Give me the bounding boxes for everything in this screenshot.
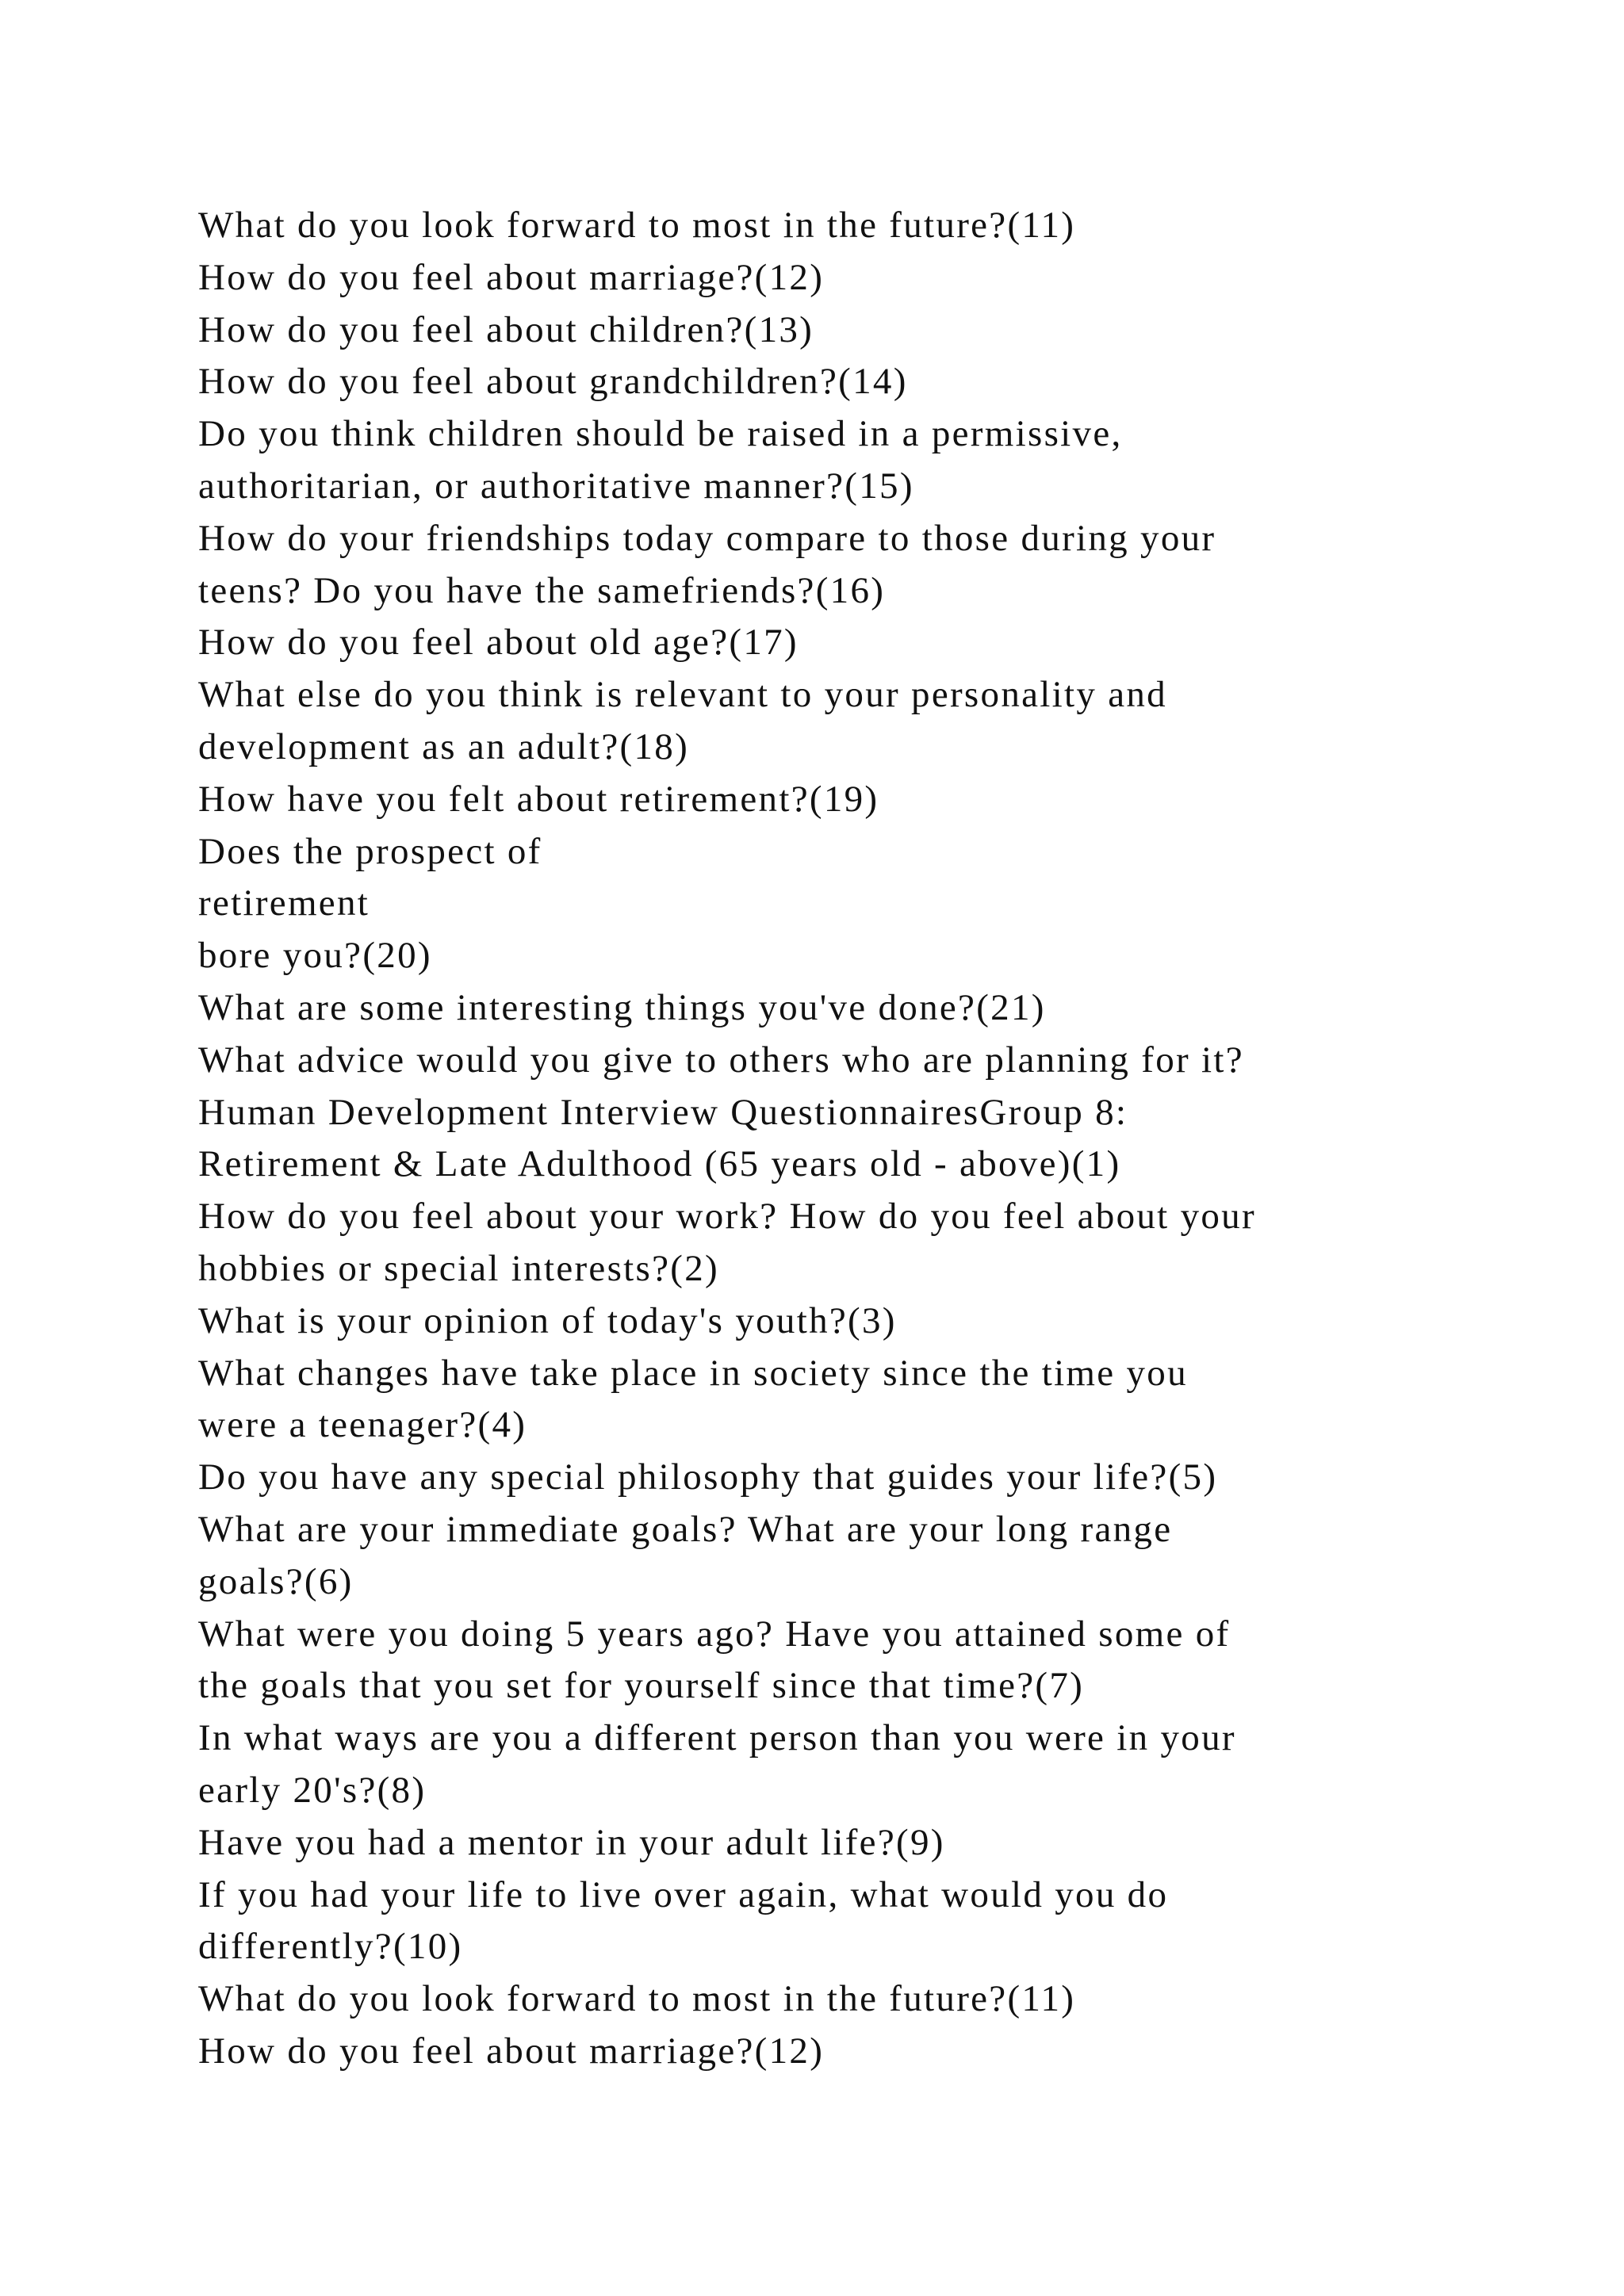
text-line: Retirement & Late Adulthood (65 years old - above)(1)	[198, 1143, 1121, 1185]
text-line: What are your immediate goals? What are your long range	[198, 1508, 1173, 1550]
document-text	[198, 200, 1467, 2078]
text-line: How do your friendships today compare to those during your	[198, 517, 1216, 559]
text-line: In what ways are you a different person than you were in your	[198, 1717, 1236, 1759]
text-line: How do you feel about marriage?(12)	[198, 2030, 825, 2072]
text-line: What were you doing 5 years ago? Have you attained some of	[198, 1613, 1231, 1655]
text-line: What do you look forward to most in the future?(11)	[198, 1978, 1076, 2020]
text-line: early 20's?(8)	[198, 1769, 427, 1811]
text-line: What is your opinion of today's youth?(3)	[198, 1299, 897, 1341]
text-line: How do you feel about old age?(17)	[198, 622, 799, 664]
text-line: teens? Do you have the samefriends?(16)	[198, 569, 886, 611]
text-line: Do you think children should be raised in a permissive,	[198, 413, 1123, 455]
text-line: What are some interesting things you've done?(21)	[198, 986, 1046, 1028]
text-line: differently?(10)	[198, 1926, 463, 1968]
text-line: were a teenager?(4)	[198, 1404, 527, 1446]
text-line: What changes have take place in society since the time you	[198, 1352, 1188, 1394]
text-line: goals?(6)	[198, 1560, 354, 1602]
text-line: development as an adult?(18)	[198, 725, 690, 767]
text-line: the goals that you set for yourself since that time?(7)	[198, 1665, 1085, 1707]
text-line: How have you felt about retirement?(19)	[198, 778, 879, 820]
text-line: hobbies or special interests?(2)	[198, 1247, 719, 1289]
text-line: Have you had a mentor in your adult life?(9)	[198, 1821, 945, 1863]
text-line: What else do you think is relevant to your personality and	[198, 674, 1167, 716]
text-line: How do you feel about grandchildren?(14)	[198, 361, 908, 403]
text-line: How do you feel about marriage?(12)	[198, 256, 825, 298]
text-line: authoritarian, or authoritative manner?(15)	[198, 465, 914, 507]
text-line: What advice would you give to others who are planning for it?	[198, 1039, 1244, 1081]
text-line: Do you have any special philosophy that guides your life?(5)	[198, 1456, 1218, 1498]
text-line: Human Development Interview QuestionnairesGroup 8:	[198, 1091, 1128, 1133]
text-line: How do you feel about your work? How do you feel about your	[198, 1196, 1256, 1238]
text-line: bore you?(20)	[198, 935, 432, 977]
text-line: If you had your life to live over again, what would you do	[198, 1873, 1169, 1915]
text-line: retirement	[198, 882, 370, 924]
text-line: How do you feel about children?(13)	[198, 308, 814, 350]
text-line: Does the prospect of	[198, 830, 542, 872]
text-line: What do you look forward to most in the future?(11)	[198, 205, 1076, 246]
